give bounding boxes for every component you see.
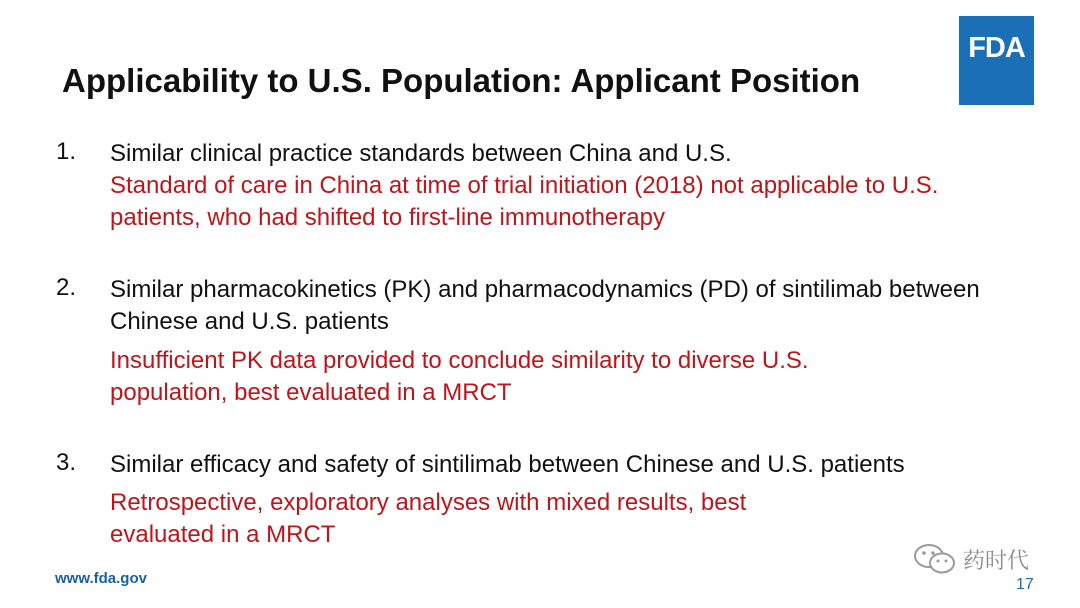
watermark-text: 药时代 [963, 548, 1030, 574]
item-number: 3. [56, 449, 77, 476]
page-number: 17 [1016, 576, 1034, 593]
wechat-icon [913, 542, 957, 576]
item-response: Retrospective, exploratory analyses with mixed results, best evaluated in a MRCT [110, 489, 747, 548]
fda-logo-text: FDA [968, 32, 1025, 64]
item-response: Standard of care in China at time of trial initiation (2018) not applicable to U.S. patients, who had shifted to first-line immunotherapy [110, 172, 939, 231]
item-number: 2. [56, 274, 77, 301]
item-claim: Similar clinical practice standards between China and U.S. [110, 140, 732, 167]
watermark [913, 542, 1029, 576]
fda-logo [959, 16, 1034, 105]
item-number: 1. [56, 138, 77, 165]
item-claim: Similar efficacy and safety of sintilimab between Chinese and U.S. patients [110, 451, 905, 478]
item-response: Insufficient PK data provided to conclude similarity to diverse U.S. population, best evaluated in a MRCT [110, 347, 809, 406]
slide-title: Applicability to U.S. Population: Applicant Position [62, 62, 861, 99]
footer-url[interactable]: www.fda.gov [55, 570, 147, 587]
item-claim: Similar pharmacokinetics (PK) and pharmacodynamics (PD) of sintilimab between Chinese and U.S. patients [110, 276, 980, 335]
